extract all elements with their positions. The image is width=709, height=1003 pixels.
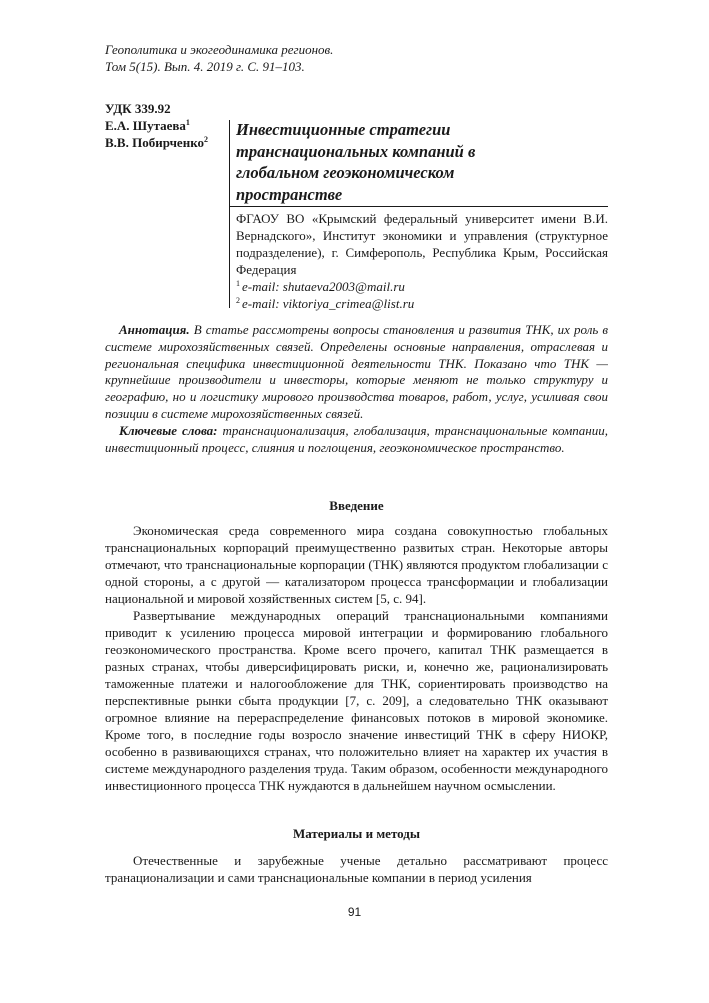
title-line: транснациональных компаний в [236,141,476,161]
email-2: $^2$ e-mail: viktoriya_crimea@list.ru [236,296,415,311]
email-1: $^1$ e-mail: shutaeva2003@mail.ru [236,279,405,294]
keywords-label: Ключевые слова: [119,422,218,438]
title-line: Инвестиционные стратегии [236,120,451,139]
methods-section [105,852,608,886]
abstract-label: Аннотация. [119,322,190,337]
title-line: пространстве [236,184,343,204]
keywords [105,423,608,457]
abstract-text: В статье рассмотрены вопросы становления и развития ТНК, их роль в системе мирохозяйственных связей. Определены основные направления, отраслевая и региональная специфика инвестиционной деятельности ТНК. Показано что ТНК — крупнейшие производители и инвесторы, которые меняют не только структуру и географию, но и логистику мирового производства товаров, работ, услуг, усиливая свои позиции в системе мирохозяйственных связей. [105,322,608,421]
intro-paragraph-1: Экономическая среда современного мира создана совокупностью глобальных транснациональных корпораций преимущественно развитых стран. Некоторые авторы отмечают, что транснациональные корпорации (ТНК) являются продуктом глобализации с одной стороны, а с другой — катализатором процесса трансформации и глобализации национальной и мировой хозяйственных систем [5, с. 94]. [105,523,608,606]
keywords-text: транснационализация, глобализация, транснациональные компании, инвестиционный процесс, слияния и поглощения, геоэкономическое пространство. [105,422,608,455]
author-1-sup: 1 [185,118,190,127]
intro-heading: Введение [329,498,384,513]
author-2: В.В. Побирченко$^2$ [105,135,209,150]
journal-volume: Том 5(15). Вып. 4. 2019 г. С. 91–103. [105,59,305,74]
abstract-block [105,322,608,456]
methods-paragraph-1: Отечественные и зарубежные ученые детально рассматривают процесс транационализации и сами транснациональные компании в период усиления [105,853,608,885]
intro-paragraph-2: Развертывание международных операций транснациональными компаниями приводит к усилению процесса мировой интеграции и формированию глобального геоэкономического пространства. Кроме всего прочего, капитал ТНК размещается в разных странах, чтобы диверсифицировать риски, и, конечно же, рационализировать таможенные платежи и налогообложение для ТНК, сориентировать производство на перспективные рынки сбыта продукции [7, с. 209], а следовательно ТНК оказывают огромное влияние на перераспределение финансовых потоков в мировой экономике. Кроме того, в последние годы возросло значение инвестиций ТНК в сферу НИОКР, особенно в развивающихся странах, что положительно влияет на характер их участия в системе международного разделения труда. Таким образом, особенности международного инвестиционного процесса ТНК нуждаются в дальнейшем научном осмыслении. [105,608,608,793]
affiliation-text: ФГАОУ ВО «Крымский федеральный университет имени В.И. Вернадского», Институт экономики и управления (структурное подразделение), г. Симферополь, Республика Крым, Российская Федерация [236,211,608,277]
page-number: 91 [347,905,362,919]
journal-header [105,41,333,75]
intro-section [105,522,608,794]
title-vertical-rule [229,120,230,308]
article-title [236,119,536,205]
author-1: Е.А. Шутаева$^1$ [105,118,190,133]
abstract [105,322,608,423]
title-line: глобальном геоэкономическом [236,163,455,182]
methods-heading: Материалы и методы [292,826,421,841]
affiliation-block [236,210,608,312]
article-meta [105,100,208,151]
udk-code: УДК 339.92 [105,101,171,116]
author-2-sup: 2 [204,135,209,144]
title-underline-rule [230,206,608,207]
journal-title: Геополитика и экогеодинамика регионов. [105,42,334,57]
